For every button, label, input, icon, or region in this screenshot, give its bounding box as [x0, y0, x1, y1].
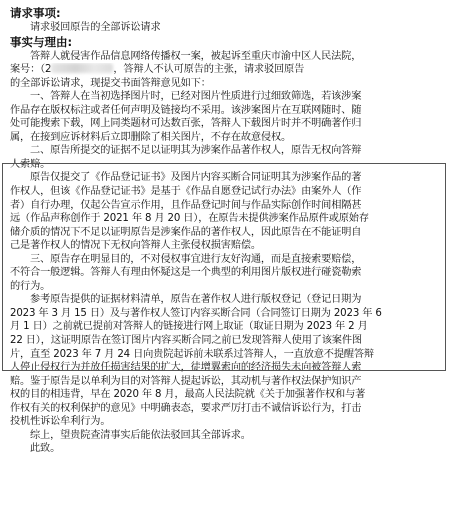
reference-line: 作权有关的权利保护的意见》中明确表态，要求严厉打击不诚信诉讼行为，打击	[10, 402, 362, 414]
reference-line: 22 日），这证明原告在签订图片内容买断合同之前已发现答辩人使用了该案件图	[10, 335, 362, 347]
point1-line: 属，在接到应诉材料后立即删除了相关图片，不存在故意侵权。	[10, 131, 292, 143]
reference-line: 参考原告提供的证据材料清单，原告在著作权人进行版权登记（登记日期为	[30, 294, 362, 306]
requests-heading: 请求事项:	[10, 6, 61, 20]
request-text: 请求驳回原告的全部诉讼请求	[30, 22, 161, 33]
facts-heading: 事实与理由:	[10, 34, 73, 49]
point2-line: 人索赔。	[10, 158, 51, 170]
point3-line: 不符合一般逻辑。答辩人有理由怀疑这是一个典型的利用图片版权进行碰瓷勒索	[10, 267, 362, 279]
point3-line: 三、原告存在明显目的，不对侵权事宜进行友好沟通，而是直接索要赔偿，	[30, 253, 362, 265]
redacted-case-number	[51, 63, 113, 73]
point2-line: 二、原告所提交的证据不足以证明其为涉案作品著作权人，原告无权向答辩	[30, 145, 362, 157]
case-number-prefix: 案号：（2	[10, 64, 52, 76]
conclusion-line: 综上，望贵院查清事实后能依法驳回其全部诉求。	[30, 429, 251, 441]
reference-line: 人停止侵权行为并放任损害结果的扩大，徒增翼索向的经济损失未向被答辩人索	[10, 362, 362, 374]
intro-line: 的全部诉讼请求，现提交书面答辩意见如下：	[10, 77, 211, 89]
evidence-line: 者）自行办理，仅起公告宣示作用，且作品登记时间与作品实际创作时间相隔甚	[10, 199, 362, 211]
evidence-line: 储介质的情况下不足以证明原告是涉案作品的著作权人，因此原告在不能证明自	[10, 226, 362, 238]
reference-line: 2023 年 3 月 15 日）及与著作权人签订内容买断合同（合同签订日期为 2023 年 6	[10, 307, 382, 319]
reference-line: 片，直至 2023 年 7 月 24 日向贵院起诉前未联系过答辩人，一直放意不提醒答辩	[10, 348, 374, 360]
intro-line-case	[10, 63, 442, 77]
case-number-suffix: ，答辩人不认可原告的主张，请求驳回原告	[113, 64, 305, 76]
evidence-line: 己是著作权人的情况下无权向答辩人主张侵权损害赔偿。	[10, 240, 261, 252]
evidence-line: 原告仅提交了《作品登记证书》及图片内容买断合同证明其为涉案作品的著	[30, 172, 362, 184]
reference-line: 赔。鉴于原告是以单利为目的对答辩人提起诉讼，其动机与著作权法保护知识产	[10, 375, 362, 387]
reference-line: 权的目的相违背，早在 2020 年 8 月，最高人民法院就《关于加强著作权和与著	[10, 389, 366, 401]
point3-line: 的行为。	[10, 280, 51, 292]
point1-line: 作品存在版权标注或者任何声明及链接均不采用。该涉案图片在互联网随时、随	[10, 104, 362, 116]
evidence-line: 作权人，但该《作品登记证书》是基于《作品自愿登记试行办法》由案外人（作	[10, 186, 362, 198]
reference-line: 月 1 日）之前就已提前对答辩人的链接进行网上取证（取证日期为 2023 年 2 月	[10, 321, 368, 333]
intro-line: 答辩人就侵害作品信息网络传播权一案，被起诉至重庆市渝中区人民法院，	[30, 50, 362, 62]
evidence-line: 远（作品声称创作于 2021 年 8 月 20 日），在原告未提供涉案作品原件或原始存	[10, 213, 369, 225]
point1-line: 一、答辩人在当初选择图片时，已经对图片性质进行过细致筛选，若该涉案	[30, 91, 362, 103]
reference-line: 投机性诉讼牟利行为。	[10, 416, 111, 428]
point1-line: 处可能搜索下载，网上同类题材可达数百张，答辩人下载图片时并不明确著作归	[10, 118, 362, 130]
closing-line: 此致。	[30, 443, 61, 455]
